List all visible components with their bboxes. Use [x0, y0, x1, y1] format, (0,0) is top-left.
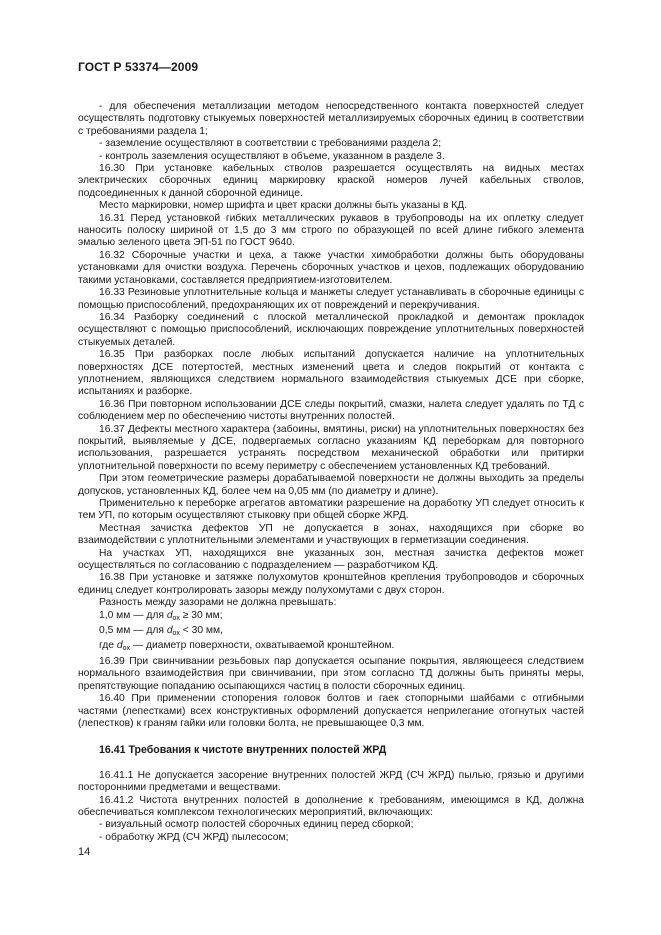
paragraph: Применительно к переборке агрегатов автоматики разрешение на доработку УП следует относить к тем УП, по которым осуществляют стыковку при общей сборке ЖРД.: [78, 498, 584, 522]
section-heading: 16.41 Требования к чистоте внутренних полостей ЖРД: [99, 744, 387, 757]
list-item: - обработку ЖРД (СЧ ЖРД) пылесосом;: [99, 831, 289, 843]
paragraph-16-36: 16.36 При повторном использовании ДСЕ следы покрытий, смазки, налета следует удалять по ТД с соблюдением мер по обеспечению чистоты внутренних полостей.: [78, 398, 584, 423]
paragraph-16-41-1: 16.41.1 Не допускается засорение внутренних полостей ЖРД (СЧ ЖРД) пылью, грязью и другими посторонними предметами и веществами.: [78, 769, 584, 794]
document-body: [78, 101, 584, 844]
formula-subscript: ох: [122, 645, 130, 653]
paragraph: Местная зачистка дефектов УП не допускается в зонах, находящихся при сборке во взаимодействии с уплотнительными элементами и участвующих в герметизации соединения.: [78, 522, 584, 547]
formula-text: < 30 мм,: [179, 625, 223, 637]
paragraph-16-30: 16.30 При установке кабельных стволов разрешается осуществлять на видных местах электрических сборочных единиц маркировку краской номеров лучей кабельных стволов, подсоединенных к данной сборочной единице.: [78, 163, 584, 199]
paragraph: На участках УП, находящихся вне указанных зон, местная зачистка дефектов может осуществляться по согласованию с подразделением — разработчиком КД.: [78, 547, 584, 572]
paragraph-16-31: 16.31 Перед установкой гибких металлических рукавов в трубопроводы на их оплетку следует наносить полоску шириной от 1,5 до 3 мм строго по образующей по всей длине гибкого элемента эмалью зеленого цвета ЭП-51 по ГОСТ 9640.: [78, 212, 584, 249]
paragraph: - контроль заземления осуществляют в объеме, указанном в разделе 3.: [99, 150, 445, 162]
document-header: ГОСТ Р 53374—2009: [78, 60, 199, 74]
paragraph-16-37: 16.37 Дефекты местного характера (забоины, вмятины, риски) на уплотнительных поверхностях без покрытий, выявляемые у ДСЕ, подвергаемых согласно указаниям КД переборкам для повторного использования, разрешается устранять посредством механической обработки или притирки уплотнительной поверхности по всему периметру с обеспечением установленных КД требований.: [78, 423, 584, 472]
paragraph-16-41-2: 16.41.2 Чистота внутренних полостей в дополнение к требованиям, имеющимся в КД, должна обеспечиваться комплексом технологических мероприятий, включающих:: [78, 794, 584, 818]
paragraph-16-35: 16.35 При разборках после любых испытаний допускается наличие на уплотнительных поверхностях ДСЕ потертостей, местных изменений цвета и следов покрытий от контакта с уплотнением, являющихся следствием нормального взаимодействия стыкуемых ДСЕ при сборке, испытаниях и разборке.: [78, 349, 584, 398]
paragraph: Разность между зазорами не должна превышать:: [99, 597, 337, 609]
paragraph-16-32: 16.32 Сборочные участки и цеха, а также участки химобработки должны быть оборудованы установками для очистки воздуха. Перечень сборочных участков и цехов, подлежащих оборудованию такими установками, составляется предприятием-изготовителем.: [78, 249, 584, 286]
paragraph-16-34: 16.34 Разборку соединений с плоской металлической прокладкой и демонтаж прокладок осуществляют с помощью приспособлений, исключающих повреждение уплотнительных поверхностей стыкуемых деталей.: [78, 311, 584, 348]
formula-subscript: ох: [172, 614, 180, 622]
formula-text: 0,5 мм — для: [99, 625, 167, 637]
formula-line: [78, 610, 584, 625]
paragraph: При этом геометрические размеры дорабатываемой поверхности не должны выходить за пределы допусков, установленных КД, более чем на 0,05 мм (по диаметру и длине).: [78, 473, 584, 497]
list-item: - визуальный осмотр полостей сборочных единиц перед сборкой;: [99, 819, 414, 831]
formula-line: [78, 625, 584, 640]
formula-symbol: d: [116, 640, 123, 652]
formula-line: [78, 640, 584, 655]
paragraph-16-40: 16.40 При применении стопорения головок болтов и гаек стопорными шайбами с отгибными частями (лепестками) всех конструктивных оформлений допускается неприлегание отогнутых частей (лепестков) к граням гайки или головки болта, не превышающее 0,3 мм.: [78, 693, 584, 729]
paragraph: - для обеспечения металлизации методом непосредственного контакта поверхностей следует осуществлять подготовку стыкуемых поверхностей металлизируемых сборочных единиц в соответствии с требованиями раздела 1;: [78, 101, 584, 137]
formula-text: 1,0 мм — для: [99, 609, 167, 621]
formula-subscript: ох: [172, 630, 180, 638]
paragraph: Место маркировки, номер шрифта и цвет краски должны быть указаны в КД.: [99, 200, 468, 212]
paragraph: - заземление осуществляют в соответствии с требованиями раздела 2;: [99, 138, 442, 150]
paragraph-16-33: 16.33 Резиновые уплотнительные кольца и манжеты следует устанавливать в сборочные единицы с помощью приспособлений, предохраняющих их от повреждений и перекручивания.: [78, 287, 584, 311]
formula-text: — диаметр поверхности, охватываемой кронштейном.: [129, 640, 395, 652]
paragraph-16-38: 16.38 При установке и затяжке полухомутов кронштейнов крепления трубопроводов и сборочных единиц следует контролировать зазоры между полухомутами с двух сторон.: [78, 572, 584, 596]
formula-text: где: [99, 640, 117, 652]
formula-symbol: d: [166, 625, 173, 637]
paragraph-16-39: 16.39 При свинчивании резьбовых пар допускается осыпание покрытия, являющееся следствием нормального взаимодействия при свинчивании, при этом согласно ТД должны быть приняты меры, препятствующие попаданию осыпающихся частиц в полости сборочных единиц.: [78, 655, 584, 692]
formula-text: ≥ 30 мм;: [179, 609, 223, 621]
page-number: 14: [78, 846, 91, 858]
formula-symbol: d: [166, 609, 173, 621]
